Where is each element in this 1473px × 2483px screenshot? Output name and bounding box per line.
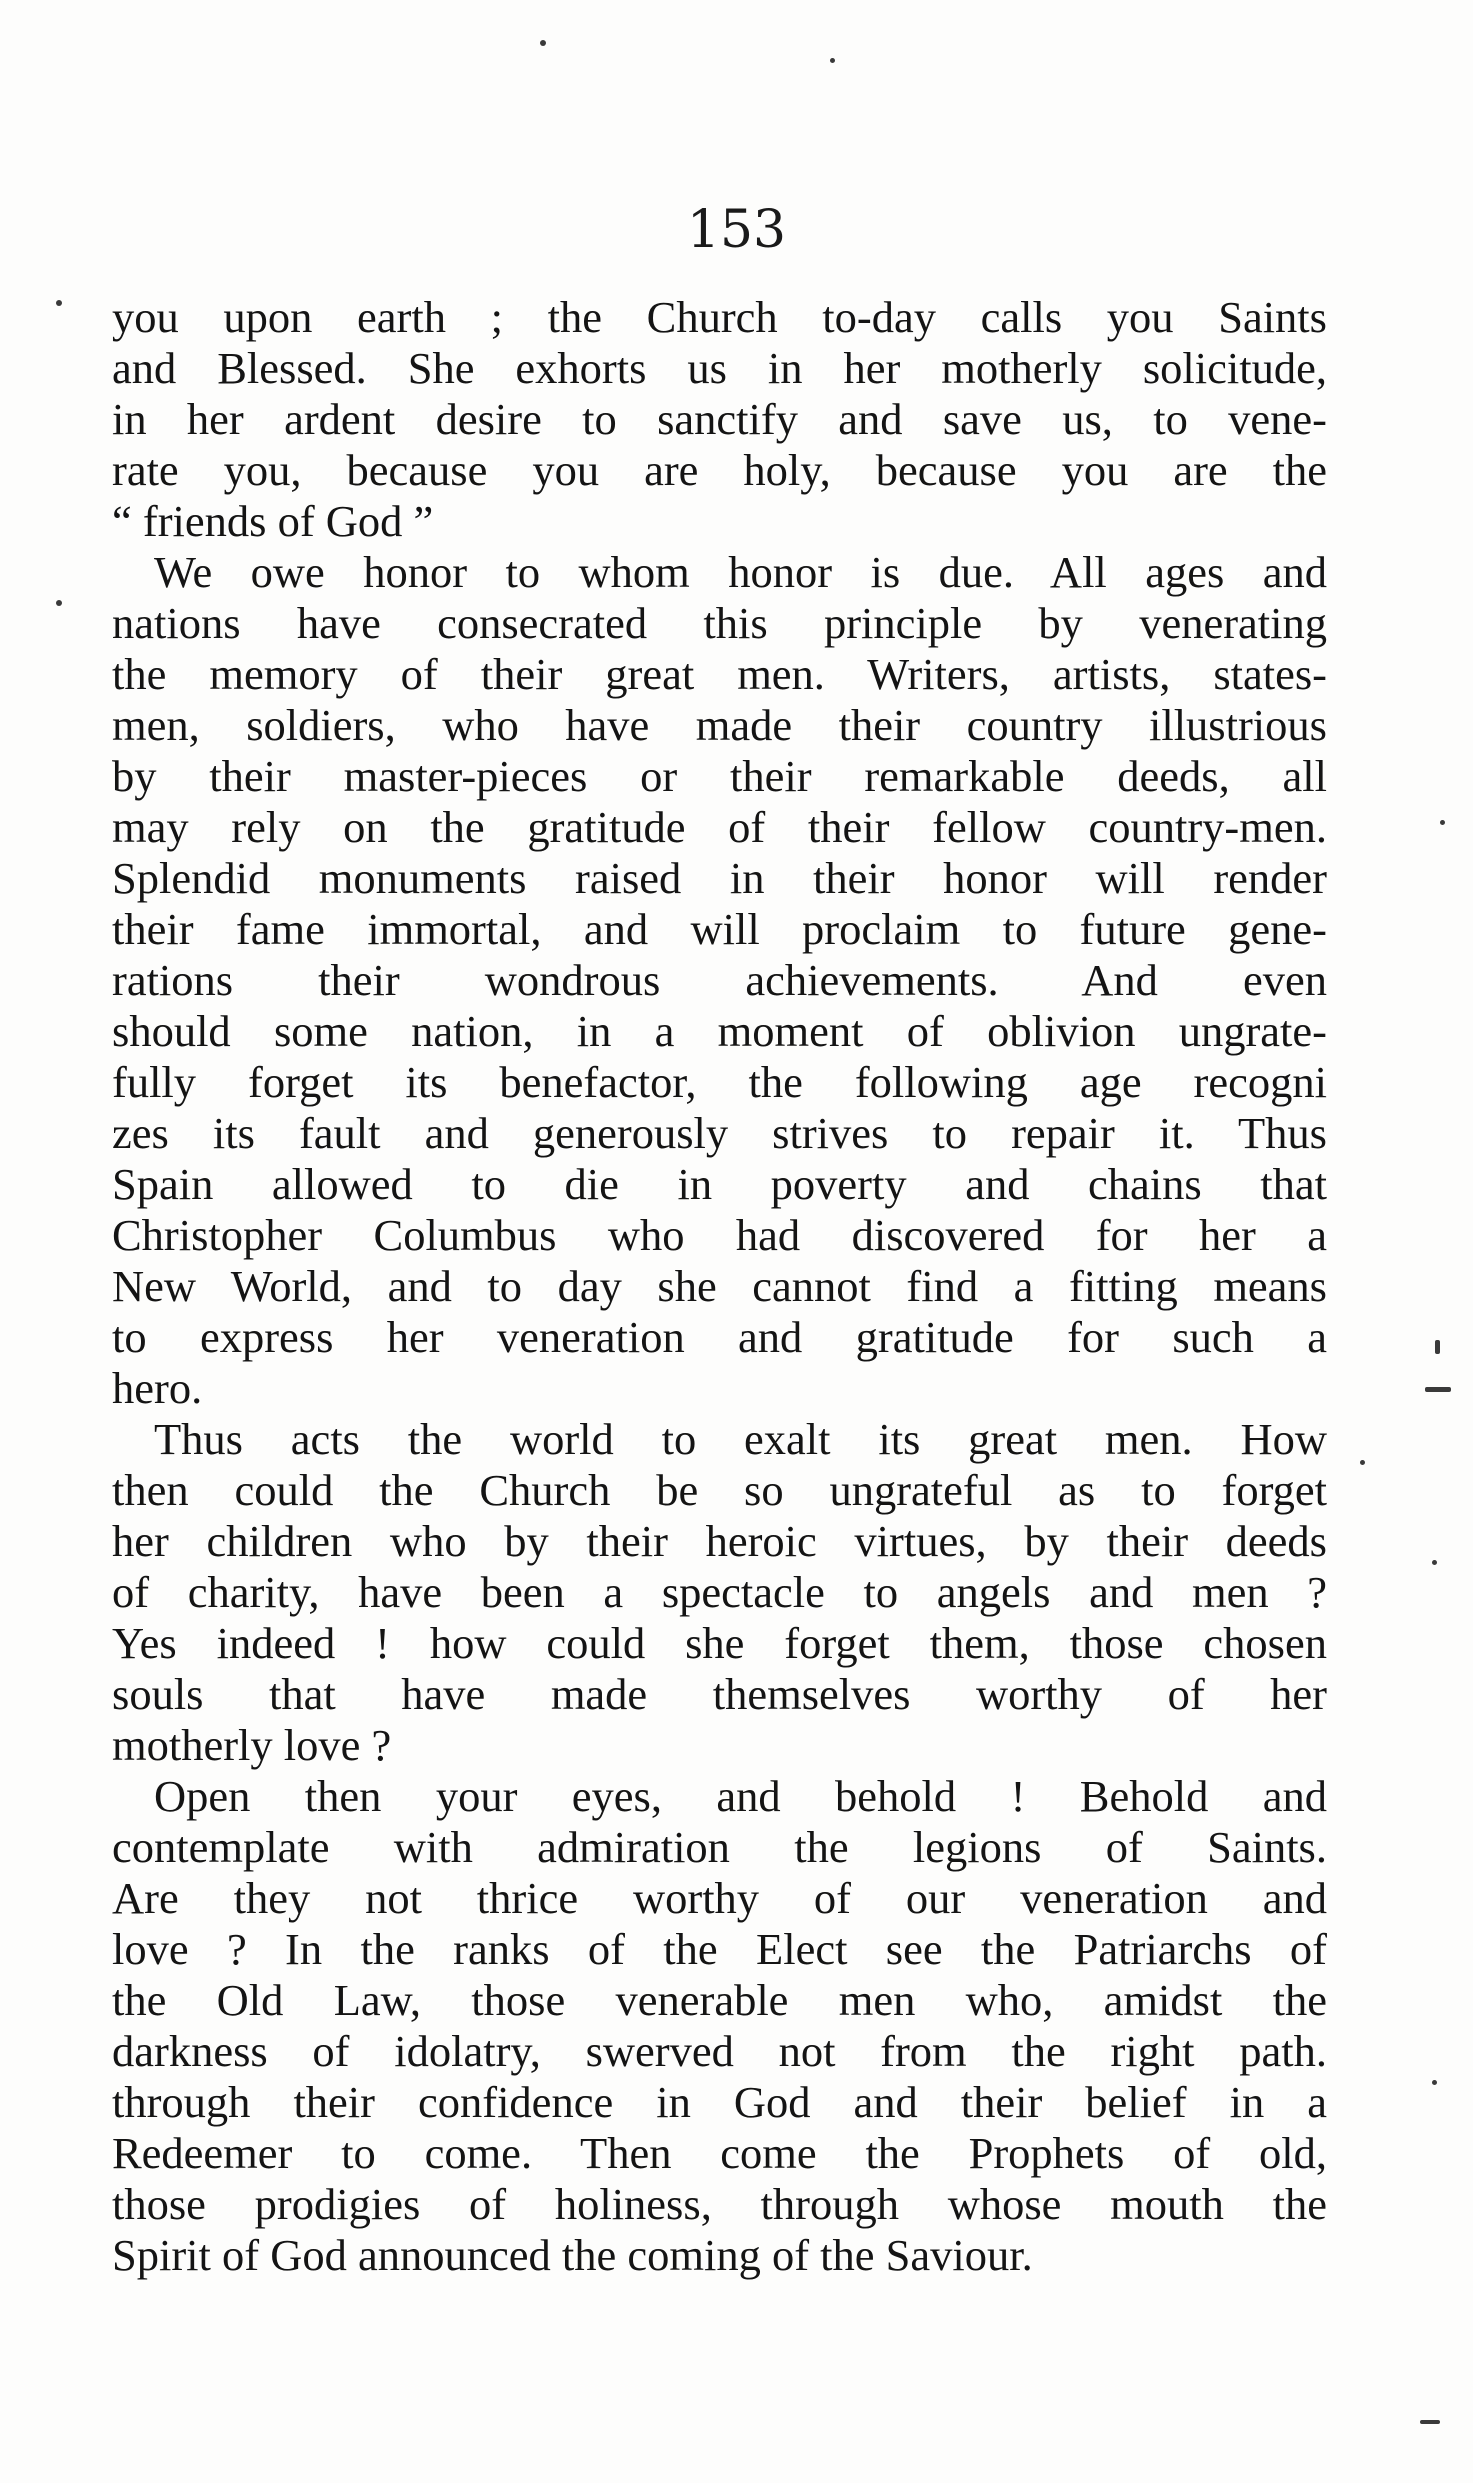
text-line: rations their wondrous achievements. And even <box>112 955 1327 1005</box>
text-line: Redeemer to come. Then come the Prophets of old, <box>112 2128 1327 2178</box>
text-line: hero. <box>112 1363 203 1413</box>
paragraph <box>112 547 1327 1414</box>
text-line: “ friends of God ” <box>112 496 434 546</box>
text-line: you upon earth ; the Church to-day calls you Saints <box>112 292 1327 342</box>
text-line: and Blessed. She exhorts us in her motherly solicitude, <box>112 343 1327 393</box>
text-line: zes its fault and generously strives to repair it. Thus <box>112 1108 1327 1158</box>
paragraph <box>112 1771 1327 2281</box>
body-text <box>112 292 1327 2281</box>
scan-speck <box>56 300 62 306</box>
text-line: souls that have made themselves worthy of her <box>112 1669 1327 1719</box>
text-line: should some nation, in a moment of oblivion ungrate- <box>112 1006 1327 1056</box>
text-line: by their master-pieces or their remarkable deeds, all <box>112 751 1327 801</box>
scan-speck <box>1440 820 1445 825</box>
text-line: may rely on the gratitude of their fellow country-men. <box>112 802 1327 852</box>
text-line: men, soldiers, who have made their country illustrious <box>112 700 1327 750</box>
scan-speck <box>540 40 546 46</box>
scan-speck <box>56 600 62 606</box>
text-line: her children who by their heroic virtues, by their deeds <box>112 1516 1327 1566</box>
text-line: the Old Law, those venerable men who, amidst the <box>112 1975 1327 2025</box>
text-line: then could the Church be so ungrateful as to forget <box>112 1465 1327 1515</box>
scan-speck <box>1420 2420 1440 2424</box>
text-line: Are they not thrice worthy of our veneration and <box>112 1873 1327 1923</box>
text-line: Splendid monuments raised in their honor will render <box>112 853 1327 903</box>
text-line: Spirit of God announced the coming of the Saviour. <box>112 2230 1033 2280</box>
text-line: Christopher Columbus who had discovered for her a <box>112 1210 1327 1260</box>
text-line: New World, and to day she cannot find a fitting means <box>112 1261 1327 1311</box>
text-line: to express her veneration and gratitude for such a <box>112 1312 1327 1362</box>
text-line: the memory of their great men. Writers, artists, states- <box>112 649 1327 699</box>
scan-speck <box>1425 1387 1451 1392</box>
paragraph <box>112 1414 1327 1771</box>
text-line: in her ardent desire to sanctify and save us, to vene- <box>112 394 1327 444</box>
text-line: through their confidence in God and their belief in a <box>112 2077 1327 2127</box>
text-line: Spain allowed to die in poverty and chains that <box>112 1159 1327 1209</box>
page-number: 153 <box>686 200 787 260</box>
text-line: We owe honor to whom honor is due. All ages and <box>154 547 1327 597</box>
text-line: those prodigies of holiness, through whose mouth the <box>112 2179 1327 2229</box>
text-line: of charity, have been a spectacle to angels and men ? <box>112 1567 1327 1617</box>
text-line: nations have consecrated this principle by venerating <box>112 598 1327 648</box>
scan-speck <box>1435 1340 1440 1354</box>
text-line: Yes indeed ! how could she forget them, those chosen <box>112 1618 1327 1668</box>
text-line: Open then your eyes, and behold ! Behold and <box>154 1771 1327 1821</box>
scan-speck <box>1432 2080 1437 2085</box>
text-line: love ? In the ranks of the Elect see the Patriarchs of <box>112 1924 1327 1974</box>
text-line: motherly love ? <box>112 1720 392 1770</box>
scan-speck <box>830 58 835 63</box>
text-line: contemplate with admiration the legions of Saints. <box>112 1822 1327 1872</box>
scan-speck <box>1360 1460 1365 1465</box>
text-line: darkness of idolatry, swerved not from the right path. <box>112 2026 1327 2076</box>
scan-speck <box>1432 1560 1437 1565</box>
paragraph <box>112 292 1327 547</box>
text-line: their fame immortal, and will proclaim to future gene- <box>112 904 1327 954</box>
text-line: rate you, because you are holy, because you are the <box>112 445 1327 495</box>
text-line: Thus acts the world to exalt its great men. How <box>154 1414 1327 1464</box>
text-line: fully forget its benefactor, the following age recogni <box>112 1057 1327 1107</box>
